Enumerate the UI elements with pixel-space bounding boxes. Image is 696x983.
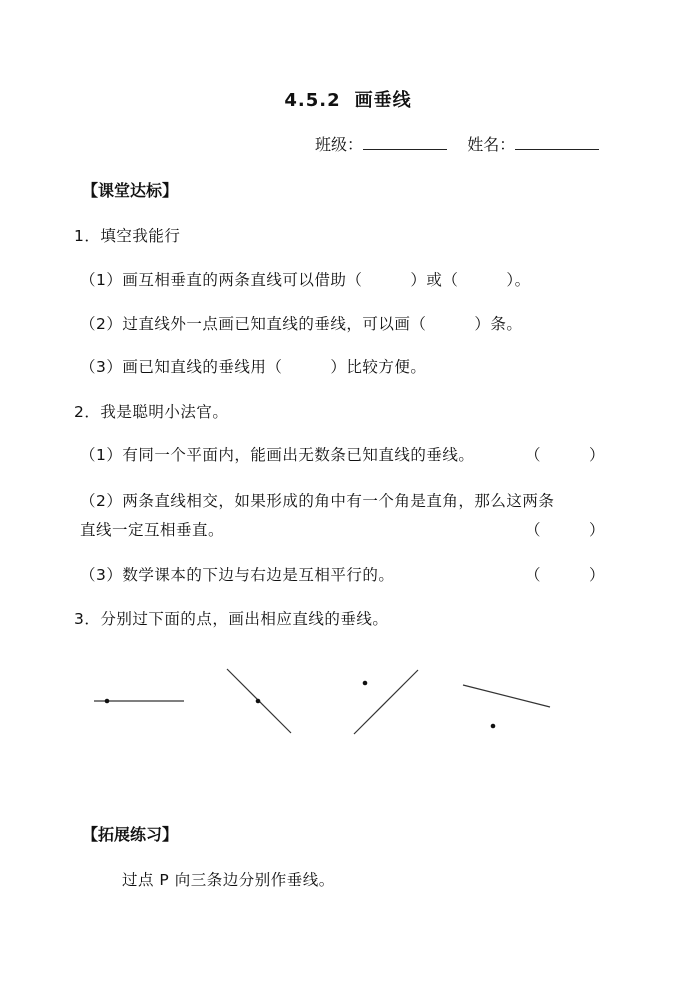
figure-4-line [463, 685, 550, 707]
q1-heading: 1．填空我能行 [74, 227, 181, 245]
figure-1 [94, 699, 184, 704]
figure-1-point[interactable] [105, 699, 110, 704]
title-number: 4.5.2 [284, 90, 341, 111]
q2-item-3: （3）数学课本的下边与右边是互相平行的。 [80, 566, 395, 584]
perpendicular-exercise-figures [0, 640, 696, 760]
figure-4-point[interactable] [491, 724, 496, 729]
student-info [315, 132, 599, 155]
figure-3 [354, 670, 418, 734]
q2-heading: 2．我是聪明小法官。 [74, 403, 229, 421]
figure-3-line [354, 670, 418, 734]
figure-2 [227, 669, 291, 733]
class-label: 班级： [315, 135, 364, 154]
q2-item-3-answer[interactable]: （ ） [525, 566, 606, 584]
class-blank[interactable] [363, 135, 447, 150]
figure-3-point[interactable] [363, 681, 368, 686]
q3-heading: 3．分别过下面的点，画出相应直线的垂线。 [74, 610, 389, 628]
q1-item-3: （3）画已知直线的垂线用（ ）比较方便。 [80, 358, 427, 376]
q1-item-2: （2）过直线外一点画已知直线的垂线，可以画（ ）条。 [80, 315, 523, 333]
q2-item-2-answer[interactable]: （ ） [525, 521, 606, 539]
q2-item-1: （1）有同一个平面内，能画出无数条已知直线的垂线。 [80, 446, 475, 464]
q1-item-1: （1）画互相垂直的两条直线可以借助（ ）或（ ）。 [80, 271, 531, 289]
name-blank[interactable] [515, 135, 599, 150]
extension-instruction: 过点 P 向三条边分别作垂线。 [122, 871, 335, 889]
q2-item-1-answer[interactable]: （ ） [525, 446, 606, 464]
page-title [0, 86, 696, 112]
q2-item-2-line1: （2）两条直线相交，如果形成的角中有一个角是直角，那么这两条 [80, 492, 555, 510]
figure-2-point[interactable] [256, 699, 261, 704]
q2-item-2-line2: 直线一定互相垂直。 [80, 521, 225, 539]
section-heading-classroom: 【课堂达标】 [82, 181, 179, 200]
figure-4 [463, 685, 550, 728]
title-text: 画垂线 [354, 90, 412, 111]
name-label: 姓名： [467, 135, 516, 154]
section-heading-extension: 【拓展练习】 [82, 825, 179, 844]
